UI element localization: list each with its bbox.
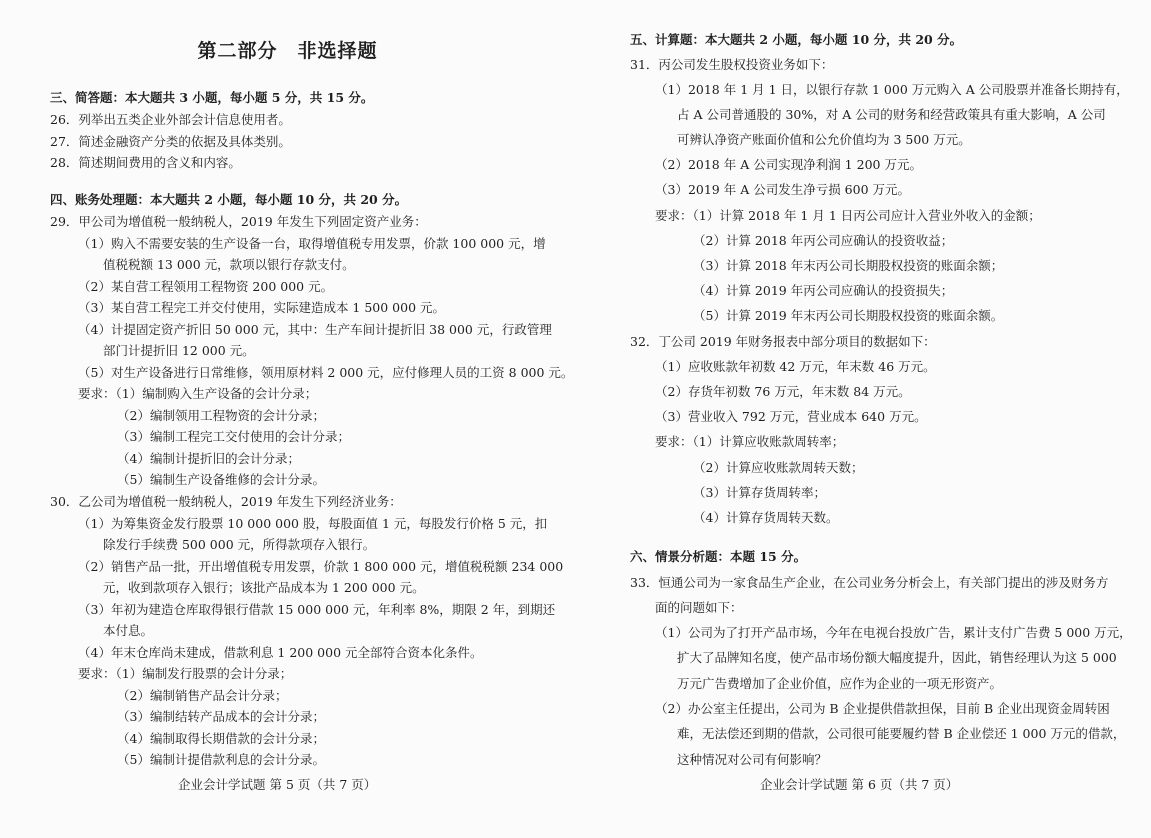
section-heading: 六、情景分析题：本题 15 分。 xyxy=(630,549,807,564)
section-heading: 三、简答题：本大题共 3 小题，每小题 5 分，共 15 分。 xyxy=(50,90,374,105)
text-line: （2）2018 年 A 公司实现净利润 1 200 万元。 xyxy=(655,157,922,172)
requirement-line: （2）编制领用工程物资的会计分录； xyxy=(117,408,325,423)
left-page xyxy=(0,0,575,838)
requirement-line: （2）编制销售产品会计分录； xyxy=(117,688,288,703)
requirement-line: （4）计算 2019 年丙公司应确认的投资损失； xyxy=(693,283,954,298)
section-heading: 四、账务处理题：本大题共 2 小题，每小题 10 分，共 20 分。 xyxy=(50,192,408,207)
right-page xyxy=(575,0,1151,838)
text-line: 万元广告费增加了企业价值，应作为企业的一项无形资产。 xyxy=(677,676,1003,691)
text-line: 值税税额 13 000 元，款项以银行存款支付。 xyxy=(103,257,355,272)
text-line: （3）2019 年 A 公司发生净亏损 600 万元。 xyxy=(655,182,911,197)
requirement-line: （3）计算存货周转率； xyxy=(693,485,826,500)
text-line: （2）某自营工程领用工程物资 200 000 元。 xyxy=(78,279,334,294)
section-heading: 五、计算题：本大题共 2 小题，每小题 10 分，共 20 分。 xyxy=(630,32,963,47)
requirement-line: （2）计算 2018 年丙公司应确认的投资收益； xyxy=(693,233,954,248)
page-footer: 企业会计学试题 第 6 页（共 7 页） xyxy=(760,777,959,792)
text-line: （1）公司为了打开产品市场，今年在电视台投放广告，累计支付广告费 5 000 万元， xyxy=(655,625,1132,640)
text-line: （5）对生产设备进行日常维修，领用原材料 2 000 元，应付修理人员的工资 8 000 元。 xyxy=(78,365,574,380)
text-line: （2）销售产品一批，开出增值税专用发票，价款 1 800 000 元，增值税税额 234 000 xyxy=(78,559,564,574)
requirement-line: （4）编制计提折旧的会计分录； xyxy=(117,451,300,466)
question-29: 29．甲公司为增值税一般纳税人，2019 年发生下列固定资产业务： xyxy=(50,214,427,229)
text-line: （1）为筹集资金发行股票 10 000 000 股，每股面值 1 元，每股发行价格 5 元，扣 xyxy=(78,516,548,531)
question-28: 28．简述期间费用的含义和内容。 xyxy=(50,155,241,170)
text-line: 面的问题如下： xyxy=(655,600,743,615)
text-line: 占 A 公司普通股的 30%，对 A 公司的财务和经营政策具有重大影响，A 公司 xyxy=(677,107,1106,122)
text-line: 难，无法偿还到期的借款，公司很可能要履约替 B 企业偿还 1 000 万元的借款， xyxy=(677,726,1126,741)
requirement-line: 要求：（1）编制发行股票的会计分录； xyxy=(78,666,293,681)
text-line: 部门计提折旧 12 000 元。 xyxy=(103,343,255,358)
text-line: 扩大了品牌知名度，使产品市场份额大幅度提升，因此，销售经理认为这 5 000 xyxy=(677,650,1117,665)
text-line: （3）营业收入 792 万元，营业成本 640 万元。 xyxy=(655,409,927,424)
text-line: （2）办公室主任提出，公司为 B 企业提供借款担保，目前 B 企业出现资金周转困 xyxy=(655,701,1110,716)
text-line: （1）2018 年 1 月 1 日，以银行存款 1 000 万元购入 A 公司股票并准备长期持有， xyxy=(655,82,1129,97)
requirement-line: （2）计算应收账款周转天数； xyxy=(693,460,864,475)
question-32: 32．丁公司 2019 年财务报表中部分项目的数据如下： xyxy=(630,334,936,349)
requirement-line: （3）编制结转产品成本的会计分录； xyxy=(117,709,325,724)
requirement-line: （5）计算 2019 年末丙公司长期股权投资的账面余额。 xyxy=(693,308,1004,323)
text-line: （2）存货年初数 76 万元，年末数 84 万元。 xyxy=(655,384,911,399)
text-line: （3）年初为建造仓库取得银行借款 15 000 000 元，年利率 8%，期限 2 年，到期还 xyxy=(78,602,556,617)
requirement-line: （3）计算 2018 年末丙公司长期股权投资的账面余额； xyxy=(693,258,1004,273)
text-line: （1）购入不需要安装的生产设备一台，取得增值税专用发票，价款 100 000 元，增 xyxy=(78,236,546,251)
question-31: 31．丙公司发生股权投资业务如下： xyxy=(630,57,834,72)
question-33: 33．恒通公司为一家食品生产企业，在公司业务分析会上，有关部门提出的涉及财务方 xyxy=(630,575,1109,590)
text-line: 元，收到款项存入银行；该批产品成本为 1 200 000 元。 xyxy=(103,580,425,595)
text-line: （4）计提固定资产折旧 50 000 元，其中：生产车间计提折旧 38 000 元，行政管理 xyxy=(78,322,552,337)
text-line: （3）某自营工程完工并交付使用，实际建造成本 1 500 000 元。 xyxy=(78,300,446,315)
requirement-line: （5）编制计提借款利息的会计分录。 xyxy=(117,752,325,767)
requirement-line: （3）编制工程完工交付使用的会计分录； xyxy=(117,429,350,444)
requirement-line: 要求：（1）编制购入生产设备的会计分录； xyxy=(78,386,318,401)
question-26: 26．列举出五类企业外部会计信息使用者。 xyxy=(50,112,291,127)
requirement-line: （5）编制生产设备维修的会计分录。 xyxy=(117,472,325,487)
requirement-line: （4）编制取得长期借款的会计分录； xyxy=(117,731,325,746)
requirement-line: 要求：（1）计算应收账款周转率； xyxy=(655,434,845,449)
text-line: 除发行手续费 500 000 元，所得款项存入银行。 xyxy=(103,537,376,552)
text-line: （1）应收账款年初数 42 万元，年末数 46 万元。 xyxy=(655,359,936,374)
requirement-line: （4）计算存货周转天数。 xyxy=(693,510,839,525)
page-footer: 企业会计学试题 第 5 页（共 7 页） xyxy=(178,777,377,792)
question-27: 27．简述金融资产分类的依据及具体类别。 xyxy=(50,134,291,149)
text-line: 可辨认净资产账面价值和公允价值均为 3 500 万元。 xyxy=(677,132,971,147)
question-30: 30．乙公司为增值税一般纳税人，2019 年发生下列经济业务： xyxy=(50,494,402,509)
part-title: 第二部分 非选择题 xyxy=(197,40,378,62)
requirement-line: 要求：（1）计算 2018 年 1 月 1 日丙公司应计入营业外收入的金额； xyxy=(655,208,1041,223)
text-line: （4）年末仓库尚未建成，借款利息 1 200 000 元全部符合资本化条件。 xyxy=(78,645,483,660)
text-line: 这种情况对公司有何影响？ xyxy=(677,752,828,767)
text-line: 本付息。 xyxy=(103,623,154,638)
